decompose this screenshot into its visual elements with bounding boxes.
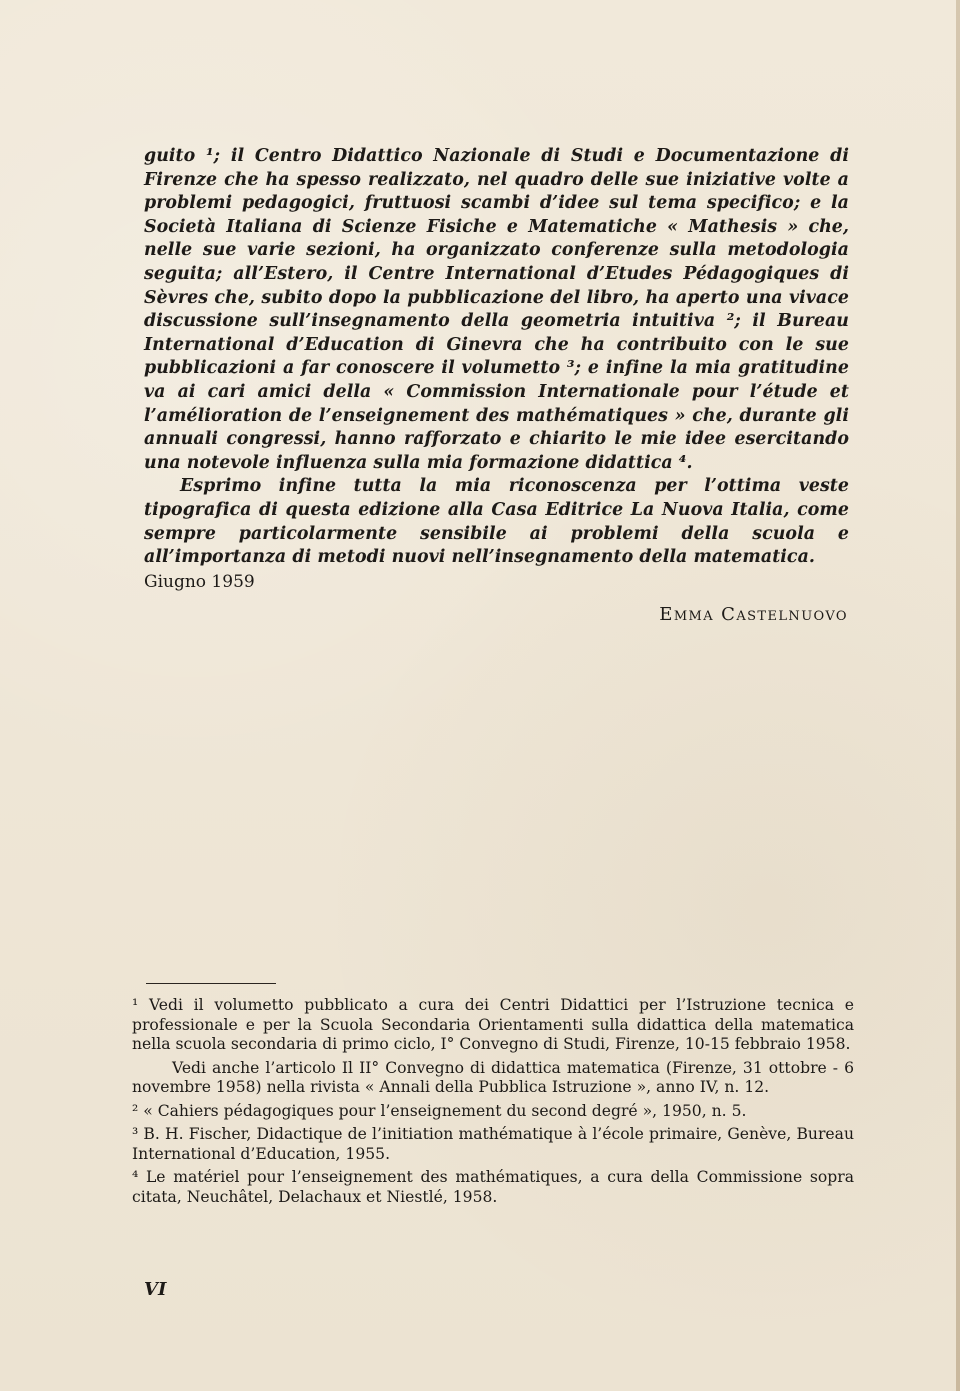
page-edge bbox=[956, 0, 960, 1391]
footnote: ⁴ Le matériel pour l’enseignement des mathématiques, a cura della Commissione sopra citata, Neuchâtel, Delachaux et Niestlé, 1958. bbox=[132, 1168, 854, 1206]
body-paragraph: Esprimo infine tutta la mia riconoscenza per l’ottima veste tipografica di questa edizione alla Casa Editrice La Nuova Italia, come sempre particolarmente sensibile ai problemi della scuola e all’importanza di metodi nuovi nell’insegnamento della matematica. bbox=[144, 476, 849, 568]
footnote-divider bbox=[146, 983, 276, 984]
date-line: Giugno 1959 bbox=[144, 572, 255, 592]
footnotes bbox=[132, 996, 854, 1211]
footnote: ¹ Vedi il volumetto pubblicato a cura dei Centri Didattici per l’Istruzione tecnica e professionale e per la Scuola Secondaria Orientamenti sulla didattica della matematica nella scuola secondaria di primo ciclo, I° Convegno di Studi, Firenze, 10-15 febbraio 1958. bbox=[132, 996, 854, 1053]
footnote: ² « Cahiers pédagogiques pour l’enseignement du second degré », 1950, n. 5. bbox=[132, 1101, 747, 1120]
author-signature: Emma Castelnuovo bbox=[659, 604, 848, 625]
main-text bbox=[144, 145, 849, 570]
footnote: Vedi anche l’articolo Il II° Convegno di didattica matematica (Firenze, 31 ottobre - 6 novembre 1958) nella rivista « Annali della Pubblica Istruzione », anno IV, n. 12. bbox=[132, 1058, 854, 1096]
page-number: VI bbox=[144, 1279, 167, 1300]
body-paragraph: guito ¹; il Centro Didattico Nazionale di Studi e Documentazione di Firenze che ha spesso realizzato, nel quadro delle sue iniziative volte a problemi pedagogici, fruttuosi scambi d’idee sul tema specifico; e la Società Italiana di Scienze Fisiche e Matematiche « Mathesis » che, nelle sue varie sezioni, ha organizzato conferenze sulla metodologia seguita; all’Estero, il Centre International d’Etudes Pédagogiques di Sèvres che, subito dopo la pubblicazione del libro, ha aperto una vivace discussione sull’insegnamento della geometria intuitiva ²; il Bureau International d’Education di Ginevra che ha contribuito con le sue pubblicazioni a far conoscere il volumetto ³; e infine la mia gratitudine va ai cari amici della « Commission Internationale pour l’étude et l’amélioration de l’enseignement des mathématiques » che, durante gli annuali congressi, hanno rafforzato e chiarito le mie idee esercitando una notevole influenza sulla mia formazione didattica ⁴. bbox=[144, 146, 849, 473]
footnote: ³ B. H. Fischer, Didactique de l’initiation mathématique à l’école primaire, Genève, Bureau International d’Education, 1955. bbox=[132, 1125, 854, 1163]
